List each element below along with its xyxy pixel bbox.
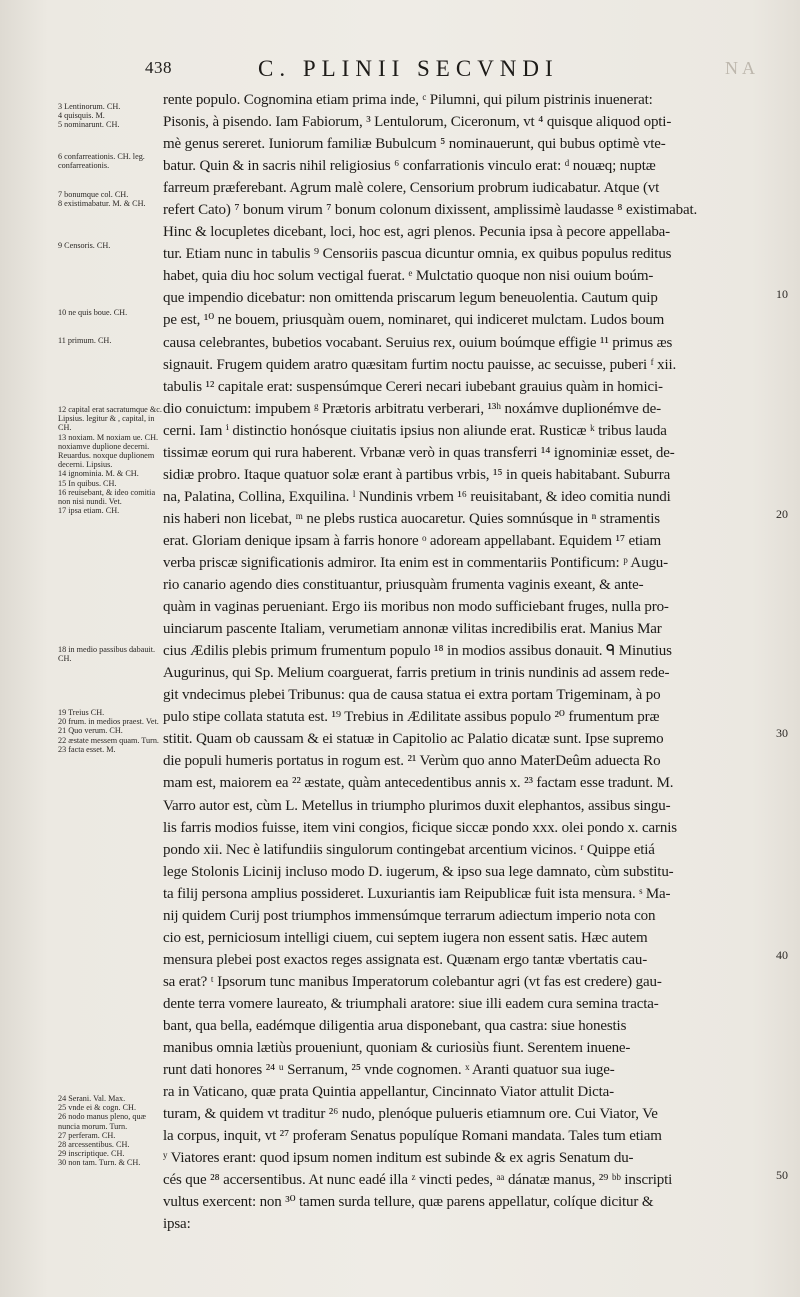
line-number: 50 [776,1168,788,1182]
running-head: C. PLINII SECVNDI [258,56,559,81]
text-line [163,1235,783,1257]
text-line: la corpus, inquit, vt ²⁷ proferam Senatus populíque Romani mandata. Tales tum etiam [163,1128,662,1145]
text-line: rente populo. Cognomina etiam prima inde, ᶜ Pilumni, qui pilum pistrinis inuenerat: [163,92,653,108]
text-line: refert Cato) ⁷ bonum virum ⁷ bonum colonum dixissent, amplissimè laudasse ⁸ existimabat. [163,202,698,219]
text-line: signauit. Frugem quidem aratro quæsitam furtim noctu pauisse, ac secuisse, puberi ᶠ xii. [163,356,677,373]
text-line: sidiæ probro. Itaque quatuor solæ erant à partibus vrbis, ¹⁵ in queis habitabant. Suburra [163,466,671,483]
text-line: mè genus sereret. Iuniorum familiæ Bubulcum ⁵ nominauerunt, qui bubus optimè vte- [163,136,666,153]
text-line: sa erat? ᵗ Ipsorum tunc manibus Imperatorum colebantur agri (vt fas est credere) gau- [163,973,662,990]
text-line: mam est, maiorem ea ²² æstate, quàm antecedentibus annis x. ²³ factam esse tradunt. M. [163,775,674,792]
margin-note: 6 confarreationis. CH. leg. confarreationis. [58,152,145,171]
text-line: mensura plebei post exactos reges assignata est. Quænam ergo tantæ vbertatis cau- [163,951,648,968]
text-line: Varro autor est, cùm L. Metellus in triumpho plurimos duxit elephantos, assibus singu- [163,797,671,814]
line-number: 40 [776,948,788,962]
text-line: rio canario agendo dies constituantur, priusquàm frumenta vaginis exeant, & ante- [163,577,644,594]
bleed-through-letters: NA [725,58,759,78]
text-line: ipsa: [163,1216,191,1233]
text-line: que impendio dicebatur: non omittenda priscarum legum beneuolentia. Cautum quip [163,290,658,307]
line-number: 10 [776,287,788,301]
text-line: erat. Gloriam denique ipsam à farris honore ᵒ adoream appellabant. Equidem ¹⁷ etiam [163,532,662,549]
text-line: tissimæ eorum qui rura haberent. Vrbanæ verò in quas transferri ¹⁴ ignominiæ esset, de- [163,444,675,461]
text-line: turam, & quidem vt traditur ²⁶ nudo, plenóque pulueris etiamnum ore. Cui Viator, Ve [163,1106,658,1123]
text-line: uinciarum pascente Italiam, verumetiam annonæ vilitas incredibilis erat. Manius Mar [163,621,662,638]
text-line: Hinc & locupletes dicebant, loci, hoc est, agri plenos. Pecunia ipsa à pecore appellaba- [163,224,671,241]
text-line: causa celebrantes, bubetios vocabant. Seruius rex, ouium boúmque effigie ¹¹ primus æs [163,334,673,351]
text-line: die populi humeris portatus in rogum est. ²¹ Verùm quo anno MaterDeûm aduecta Ro [163,753,661,770]
text-line: lege Stolonis Licinij incluso modo D. iugerum, & ipso sua lege damnato, cùm substitu- [163,863,674,880]
text-line: pondo xii. Nec è latifundiis singulorum contingebat arcentium vicinos. ʳ Quippe etiá [163,841,655,858]
text-line: tur. Etiam nunc in tabulis ⁹ Censoriis pascua dicuntur omnia, ex quibus populus reditus [163,246,672,263]
margin-note: 19 Treius CH. 20 frum. in medios praest. Vet. 21 Quo verum. CH. 22 æstate messem quam. Turn. 23 facta esset. M. [58,708,159,754]
margin-note: 3 Lentinorum. CH. 4 quisquis. M. 5 nominarunt. CH. [58,102,121,130]
text-line: dente terra vomere laureato, & triumphali aratore: siue illi eadem cura semina tracta- [163,995,659,1012]
text-line: manibus omnia lætiùs proueniunt, quoniam & curiosiùs fiunt. Serentem inuene- [163,1040,631,1057]
text-line: habet, quia diu hoc solum vectigal fuerat. ᵉ Mulctatio quoque non nisi ouium boúm- [163,268,654,285]
text-line: farreum præferebant. Agrum malè colere, Censorium probrum iudicabatur. Atque (vt [163,180,660,197]
text-line: dio conuictum: impubem ᵍ Prætoris arbitratu verberari, ¹³ʰ noxámve duplionémve de- [163,400,661,417]
text-line: nij quidem Curij post triumphos immensúmque terrarum adiectum imperio nota con [163,907,656,924]
text-line: Augurinus, qui Sp. Melium coarguerat, farris pretium in trinis nundinis ad assem rede- [163,665,670,682]
line-number: 30 [776,726,788,740]
text-line: cius Ædilis plebis primum frumentum populo ¹⁸ in modios assibus donauit. ᑫ Minutius [163,643,672,660]
text-line: pe est, ¹⁰ ne bouem, priusquàm ouem, nominaret, qui indiceret mulctam. Ludos boum [163,312,665,329]
text-line: ʸ Viatores erant: quod ipsum nomen inditum est subinde & ex agris Senatum du- [163,1150,634,1167]
text-line: batur. Quin & in sacris nihil religiosius ⁶ confarrationis vinculo erat: ᵈ nouæq; nuptæ [163,158,656,175]
text-line: Pisonis, à pisendo. Iam Fabiorum, ³ Lentulorum, Ciceronum, vt ⁴ quisque aliquod opti- [163,114,672,131]
text-line: cerni. Iam ⁱ distinctio honósque ciuitatis ipsius non aliunde erat. Rusticæ ᵏ tribus lauda [163,422,667,439]
text-line: pulo stipe collata statuta est. ¹⁹ Trebius in Ædilitate assibus populo ²⁰ frumentum præ [163,709,660,726]
text-line: verba priscæ significationis admiror. Ita enim est in commentariis Pontificum: ᵖ Augu- [163,554,669,571]
text-line: git vndecimus plebei Tribunus: qua de causa statua ei extra portam Trigeminam, à po [163,687,661,704]
margin-note: 11 primum. CH. [58,336,112,345]
margin-note: 9 Censoris. CH. [58,241,111,250]
margin-note: 12 capital erat sacratumque &c. Lipsius. legitur & , capital, in CH. 13 noxiam. M noxiam ue. CH. noxiamve duplione decerni. Reuardus. noxque duplionem decerni. Lipsius. 14 ignominia. M. & CH. 15 In quibus. CH. 16 reuisebant, & ideo comitia non nisi nundi. Vet. 17 ipsa etiam. CH. [58,405,162,516]
margin-note: 18 in medio passibus dabauit. CH. [58,645,156,664]
text-line: cio est, perniciosum intelligi ciuem, cui septem iugera non essent satis. Hæc autem [163,929,648,946]
line-number: 20 [776,507,788,521]
text-line: vultus exercent: non ³⁰ tamen surda tellure, quæ parens appellatur, colíque dicitur & [163,1194,654,1211]
text-line: ra in Vaticano, quæ prata Quintia appellantur, Cincinnato Viator attulit Dicta- [163,1084,614,1101]
body-text [163,89,783,1257]
text-line: stitit. Quam ob caussam & ei statuæ in Capitolio ac Palatio dicatæ sunt. Ipse supremo [163,731,664,748]
text-line: ta filij persona amplius possideret. Luxuriantis iam Reipublicæ fuit ista mensura. ˢ Ma- [163,885,671,902]
text-line: runt dati honores ²⁴ ᵘ Serranum, ²⁵ vnde cognomen. ˣ Aranti quatuor sua iuge- [163,1062,615,1079]
margin-note: 7 bonumque col. CH. 8 existimabatur. M. & CH. [58,190,146,209]
margin-note: 24 Serani. Val. Max. 25 vnde ei & cogn. CH. 26 nodo manus pleno, quæ nuncia morum. Turn. 27 perferam. CH. 28 arcessentibus. CH. 29 inscriptique. CH. 30 non tam. Turn. & CH. [58,1094,147,1168]
text-line: quàm in vaginas perueniant. Ergo iis moribus non modo sufficiebant fruges, nulla pro- [163,599,669,616]
text-line: cés que ²⁸ accersentibus. At nunc eadé illa ᶻ vincti pedes, ᵃᵃ dánatæ manus, ²⁹ ᵇᵇ inscripti [163,1172,673,1189]
page-number: 438 [145,58,172,77]
text-line: na, Palatina, Collina, Exquilina. ˡ Nundinis vrbem ¹⁶ reuisitabant, & ideo comitia nundi [163,488,671,505]
margin-note: 10 ne quis boue. CH. [58,308,128,317]
text-line: nis haberi non licebat, ᵐ ne plebs rustica auocaretur. Quies somnúsque in ⁿ stramentis [163,510,660,527]
text-line: tabulis ¹² capitale erat: suspensúmque Cereri necari iubebant grauius quàm in homici- [163,378,663,395]
text-line: bant, qua bella, eadémque diligentia arua disponebant, qua castra: siue honestis [163,1017,627,1034]
text-line: lis farris modios fuisse, item vini congios, ficique siccæ pondo xxx. olei pondo x. carnis [163,819,677,836]
page-header [0,56,800,86]
